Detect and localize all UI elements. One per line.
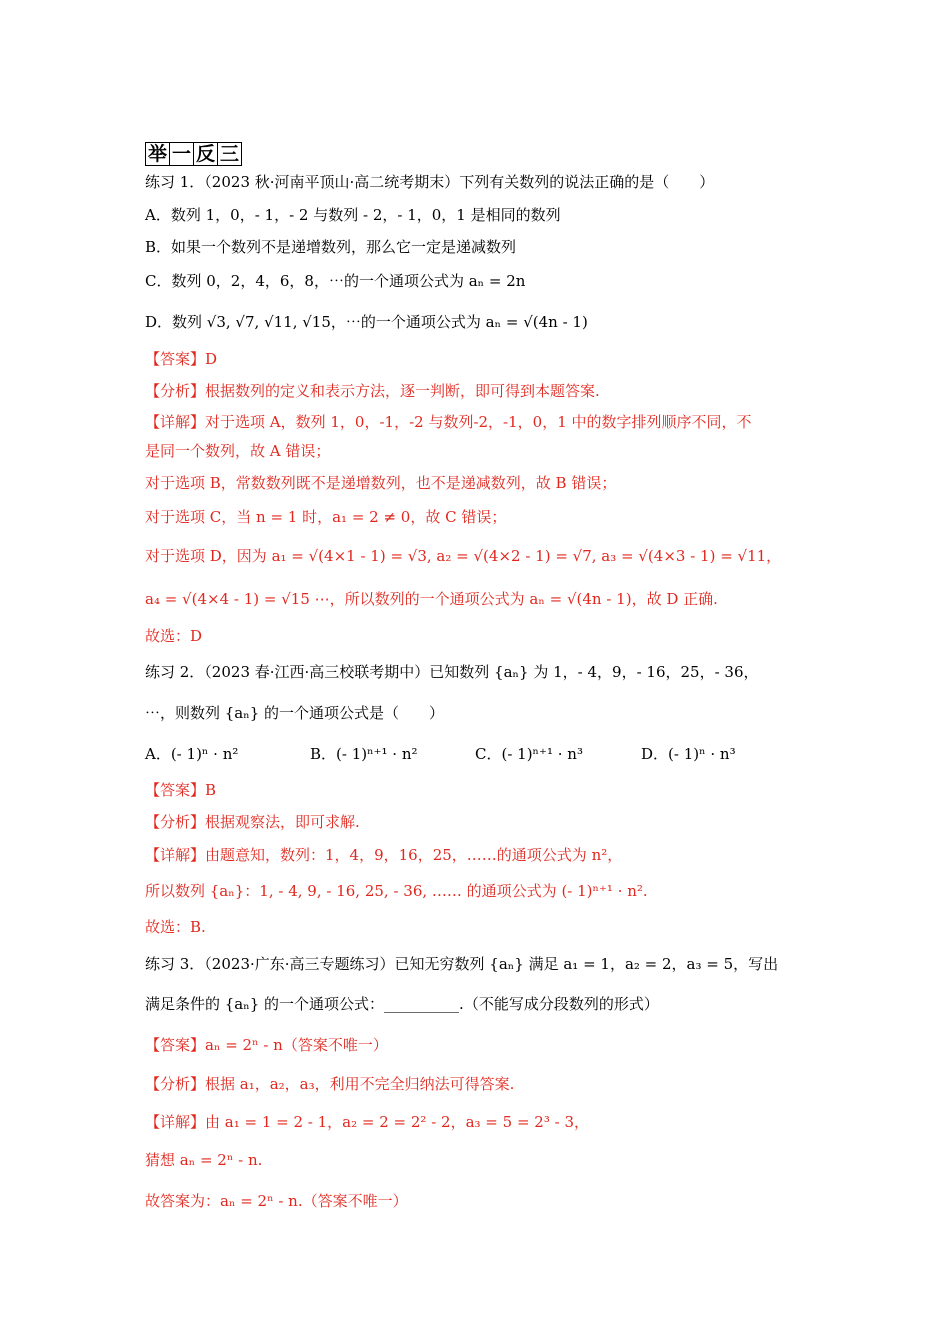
exercise-2-option-d: D．(- 1)ⁿ · n³ bbox=[641, 745, 736, 763]
exercise-1-question: 练习 1．（2023 秋·河南平顶山·高二统考期末）下列有关数列的说法正确的是（ ） bbox=[145, 173, 715, 191]
exercise-3-detail: 猜想 aₙ = 2ⁿ - n. bbox=[145, 1151, 263, 1169]
exercise-1-detail: 【详解】对于选项 A，数列 1，0，-1，-2 与数列-2，-1，0，1 中的数字排列顺序不同，不 bbox=[145, 413, 752, 431]
exercise-3-answer: 【答案】aₙ = 2ⁿ - n（答案不唯一） bbox=[145, 1036, 388, 1054]
section-header bbox=[145, 142, 241, 166]
header-char: 一 bbox=[169, 142, 194, 166]
exercise-1-detail: 对于选项 B，常数数列既不是递增数列，也不是递减数列，故 B 错误； bbox=[145, 474, 617, 492]
header-char: 三 bbox=[217, 142, 242, 166]
exercise-2-detail: 所以数列 {aₙ}：1, - 4, 9, - 16, 25, - 36, …… 的通项公式为 (- 1)ⁿ⁺¹ · n². bbox=[145, 882, 648, 900]
header-char: 反 bbox=[193, 142, 218, 166]
exercise-3-question-cont: 满足条件的 {aₙ} 的一个通项公式：__________.（不能写成分段数列的形式） bbox=[145, 995, 659, 1013]
exercise-3-conclusion: 故答案为：aₙ = 2ⁿ - n.（答案不唯一） bbox=[145, 1192, 408, 1210]
exercise-1-analysis: 【分析】根据数列的定义和表示方法，逐一判断，即可得到本题答案. bbox=[145, 382, 600, 400]
exercise-1-option-b: B．如果一个数列不是递增数列，那么它一定是递减数列 bbox=[145, 238, 517, 256]
exercise-1-option-c: C．数列 0，2，4，6，8，⋯的一个通项公式为 aₙ = 2n bbox=[145, 272, 526, 290]
exercise-1-detail: 对于选项 D，因为 a₁ = √(4×1 - 1) = √3, a₂ = √(4×2 - 1) = √7, a₃ = √(4×3 - 1) = √11， bbox=[145, 547, 782, 565]
exercise-3-question: 练习 3．（2023·广东·高三专题练习）已知无穷数列 {aₙ} 满足 a₁ = 1，a₂ = 2，a₃ = 5，写出 bbox=[145, 955, 779, 973]
exercise-2-option-a: A．(- 1)ⁿ · n² bbox=[145, 745, 239, 763]
exercise-1-option-d: D．数列 √3, √7, √11, √15，⋯的一个通项公式为 aₙ = √(4n - 1) bbox=[145, 313, 588, 331]
exercise-2-option-c: C．(- 1)ⁿ⁺¹ · n³ bbox=[475, 745, 583, 763]
exercise-1-conclusion: 故选：D bbox=[145, 627, 203, 645]
exercise-1-detail: 是同一个数列，故 A 错误； bbox=[145, 442, 331, 460]
exercise-3-analysis: 【分析】根据 a₁，a₂，a₃，利用不完全归纳法可得答案. bbox=[145, 1075, 515, 1093]
exercise-1-detail: a₄ = √(4×4 - 1) = √15 ⋯，所以数列的一个通项公式为 aₙ = √(4n - 1)，故 D 正确. bbox=[145, 590, 718, 608]
exercise-1-answer: 【答案】D bbox=[145, 350, 218, 368]
exercise-2-question: 练习 2．（2023 春·江西·高三校联考期中）已知数列 {aₙ} 为 1，- 4，9，- 16，25，- 36， bbox=[145, 663, 759, 681]
exercise-3-detail: 【详解】由 a₁ = 1 = 2 - 1，a₂ = 2 = 2² - 2，a₃ = 5 = 2³ - 3， bbox=[145, 1113, 589, 1131]
exercise-2-answer: 【答案】B bbox=[145, 781, 217, 799]
header-char: 举 bbox=[145, 142, 170, 166]
exercise-2-question-cont: ⋯，则数列 {aₙ} 的一个通项公式是（ ） bbox=[145, 704, 445, 722]
exercise-1-option-a: A．数列 1，0，- 1，- 2 与数列 - 2，- 1，0，1 是相同的数列 bbox=[145, 206, 561, 224]
exercise-1-detail: 对于选项 C，当 n = 1 时，a₁ = 2 ≠ 0，故 C 错误； bbox=[145, 508, 507, 526]
exercise-2-detail: 【详解】由题意知，数列：1，4，9，16，25，……的通项公式为 n²， bbox=[145, 846, 623, 864]
exercise-2-option-b: B．(- 1)ⁿ⁺¹ · n² bbox=[310, 745, 418, 763]
exercise-2-conclusion: 故选：B. bbox=[145, 918, 206, 936]
exercise-2-analysis: 【分析】根据观察法，即可求解. bbox=[145, 813, 360, 831]
